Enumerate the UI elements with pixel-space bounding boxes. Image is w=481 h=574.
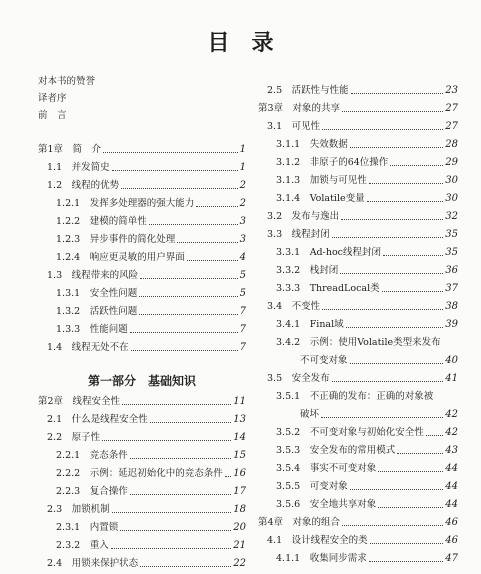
toc-entry-page: 42 bbox=[445, 427, 458, 438]
toc-entry-title: 不变性 bbox=[291, 301, 321, 312]
leader-dots bbox=[342, 111, 443, 112]
leader-dots bbox=[120, 530, 231, 531]
leader-dots bbox=[367, 201, 444, 202]
toc-entry bbox=[38, 340, 246, 354]
part-title: 第一部分 基础知识 bbox=[87, 374, 196, 388]
toc-entry bbox=[38, 412, 246, 426]
toc-entry-title: 前 言 bbox=[38, 110, 67, 121]
toc-entry-page: 44 bbox=[445, 481, 458, 492]
toc-entry-page: 3 bbox=[239, 234, 246, 245]
leader-dots bbox=[332, 381, 444, 382]
leader-dots bbox=[196, 206, 237, 207]
toc-entry-page: 30 bbox=[445, 193, 458, 204]
toc-entry bbox=[258, 353, 458, 367]
toc-entry-title: 对象的组合 bbox=[292, 517, 341, 528]
toc-entry-number: 2.2 bbox=[47, 432, 72, 443]
toc-entry-page: 18 bbox=[233, 504, 246, 515]
toc-entry-title: 并发简史 bbox=[71, 162, 110, 173]
leader-dots bbox=[322, 129, 443, 130]
toc-entry-title: 示例：使用Volatile类型来发布 bbox=[309, 337, 441, 348]
toc-entry bbox=[258, 443, 458, 457]
toc-entry-title: 破坏 bbox=[300, 409, 320, 420]
toc-entry-number: 3.3.2 bbox=[276, 265, 310, 276]
toc-entry bbox=[38, 178, 246, 192]
leader-dots bbox=[131, 350, 238, 351]
toc-entry-page: 39 bbox=[445, 319, 458, 330]
toc-entry-number: 3.5.2 bbox=[276, 427, 310, 438]
toc-entry-title: 安全性问题 bbox=[89, 288, 138, 299]
toc-entry-page: 2 bbox=[239, 180, 246, 191]
toc-entry-page: 43 bbox=[445, 445, 458, 456]
toc-entry-number: 第4章 bbox=[258, 517, 293, 528]
toc-entry-number: 3.4.1 bbox=[276, 319, 310, 330]
toc-entry bbox=[258, 371, 458, 385]
leader-dots bbox=[332, 237, 444, 238]
toc-entry-number: 2.3.2 bbox=[56, 540, 90, 551]
toc-entry-page: 7 bbox=[239, 306, 246, 317]
toc-entry bbox=[258, 461, 458, 475]
leader-dots bbox=[346, 327, 444, 328]
toc-entry-page: 22 bbox=[233, 558, 246, 569]
toc-entry bbox=[38, 304, 246, 318]
leader-dots bbox=[350, 363, 444, 364]
toc-entry-page: 2 bbox=[239, 198, 246, 209]
toc-entry bbox=[38, 142, 246, 156]
toc-entry bbox=[38, 160, 246, 174]
toc-entry-page: 17 bbox=[233, 486, 246, 497]
leader-dots bbox=[341, 219, 443, 220]
toc-entry-title: 译者序 bbox=[38, 93, 67, 104]
leader-dots bbox=[130, 458, 232, 459]
toc-entry-number: 3.1.2 bbox=[276, 157, 310, 168]
leader-dots bbox=[102, 440, 231, 441]
toc-entry-title: 活跃性与性能 bbox=[291, 85, 349, 96]
leader-dots bbox=[351, 93, 444, 94]
toc-entry-number: 1.3.3 bbox=[56, 324, 90, 335]
leader-dots bbox=[342, 525, 443, 526]
leader-dots bbox=[111, 548, 232, 549]
toc-entry-page: 38 bbox=[445, 301, 458, 312]
leader-dots bbox=[112, 512, 232, 513]
toc-entry-number: 2.2.3 bbox=[56, 486, 90, 497]
toc-entry-number: 1.2.3 bbox=[56, 234, 90, 245]
leader-dots bbox=[121, 188, 238, 189]
toc-entry bbox=[258, 407, 458, 421]
leader-dots bbox=[378, 507, 443, 508]
toc-entry-page: 11 bbox=[233, 396, 246, 407]
toc-entry-number: 4.1.1 bbox=[276, 553, 310, 564]
toc-entry-page: 28 bbox=[445, 139, 458, 150]
leader-dots bbox=[187, 260, 238, 261]
toc-entry bbox=[258, 173, 458, 187]
toc-entry-page: 32 bbox=[445, 211, 458, 222]
toc-entry bbox=[258, 497, 458, 511]
toc-entry-title: Final域 bbox=[309, 319, 344, 330]
toc-entry-number: 3.5.1 bbox=[276, 391, 310, 402]
leader-dots bbox=[321, 417, 443, 418]
toc-entry-number: 1.3 bbox=[47, 270, 72, 281]
toc-entry bbox=[258, 299, 458, 313]
toc-entry bbox=[38, 520, 246, 534]
toc-entry bbox=[38, 286, 246, 300]
leader-dots bbox=[383, 255, 443, 256]
toc-entry-title: 不可变对象 bbox=[300, 355, 348, 366]
toc-entry-title: 线程带来的风险 bbox=[71, 270, 139, 281]
toc-entry-page: 35 bbox=[445, 247, 458, 258]
toc-entry bbox=[258, 263, 458, 277]
toc-entry-number: 3.1.3 bbox=[276, 175, 310, 186]
toc-entry-page: 1 bbox=[239, 162, 246, 173]
toc-entry-title: 线程安全性 bbox=[72, 396, 121, 407]
leader-dots bbox=[378, 471, 443, 472]
toc-entry-page: 4 bbox=[239, 252, 246, 263]
toc-entry-number: 3.2 bbox=[267, 211, 292, 222]
toc-entry bbox=[258, 245, 458, 259]
toc-entry-title: 收集同步需求 bbox=[309, 553, 367, 564]
toc-entry bbox=[258, 191, 458, 205]
toc-entry-title: 设计线程安全的类 bbox=[291, 535, 368, 546]
toc-entry-page: 29 bbox=[445, 157, 458, 168]
toc-entry bbox=[38, 448, 246, 462]
toc-entry-page: 27 bbox=[445, 121, 458, 132]
toc-entry-number: 3.1 bbox=[267, 121, 292, 132]
toc-entry-page: 21 bbox=[233, 540, 246, 551]
toc-entry bbox=[258, 479, 458, 493]
toc-entry-number: 3.3 bbox=[267, 229, 292, 240]
toc-entry-title: 对象的共享 bbox=[292, 103, 341, 114]
toc-entry-number: 3.5.4 bbox=[276, 463, 310, 474]
toc-entry-number: 1.4 bbox=[47, 342, 72, 353]
toc-entry-title: 线程封闭 bbox=[291, 229, 330, 240]
toc-entry-number: 1.2 bbox=[47, 180, 72, 191]
toc-entry-title: 重入 bbox=[89, 540, 109, 551]
toc-entry bbox=[258, 551, 458, 565]
toc-entry-number: 2.2.1 bbox=[56, 450, 90, 461]
toc-entry bbox=[258, 389, 458, 403]
toc-entry-title: 活跃性问题 bbox=[89, 306, 138, 317]
toc-entry bbox=[38, 91, 246, 105]
toc-entry-number: 3.1.1 bbox=[276, 139, 310, 150]
toc-entry bbox=[38, 556, 246, 570]
toc-entry-title: Volatile变量 bbox=[309, 193, 365, 204]
toc-entry-title: 简 介 bbox=[72, 144, 102, 155]
leader-dots bbox=[397, 453, 443, 454]
toc-entry-title: 异步事件的简化处理 bbox=[89, 234, 176, 245]
toc-entry-title: 内置锁 bbox=[89, 522, 119, 533]
toc-entry-number: 2.2.2 bbox=[56, 468, 90, 479]
toc-entry-number: 3.5 bbox=[267, 373, 292, 384]
leader-dots bbox=[426, 435, 444, 436]
toc-entry-title: 加锁与可见性 bbox=[309, 175, 367, 186]
leader-dots bbox=[112, 170, 238, 171]
toc-entry-page: 40 bbox=[445, 355, 458, 366]
toc-entry bbox=[38, 74, 246, 88]
toc-entry-number: 2.3 bbox=[47, 504, 72, 515]
leader-dots bbox=[340, 273, 443, 274]
toc-entry-number: 第2章 bbox=[38, 396, 73, 407]
toc-entry-title: 响应更灵敏的用户界面 bbox=[89, 252, 185, 263]
toc-entry bbox=[38, 322, 246, 336]
toc-entry-title: 可变对象 bbox=[309, 481, 348, 492]
toc-entry-page: 27 bbox=[445, 103, 458, 114]
toc-entry-page: 37 bbox=[445, 283, 458, 294]
leader-dots bbox=[140, 278, 238, 279]
leader-dots bbox=[139, 314, 237, 315]
toc-entry-title: 对本书的赞誉 bbox=[38, 76, 96, 87]
leader-dots bbox=[390, 165, 443, 166]
toc-entry-page: 16 bbox=[233, 468, 246, 479]
toc-entry-page: 35 bbox=[445, 229, 458, 240]
toc-entry bbox=[258, 533, 458, 547]
toc-entry-page: 20 bbox=[233, 522, 246, 533]
leader-dots bbox=[322, 309, 443, 310]
toc-entry-title: Ad-hoc线程封闭 bbox=[309, 247, 381, 258]
toc-entry bbox=[38, 538, 246, 552]
toc-entry-number: 1.1 bbox=[47, 162, 72, 173]
toc-entry bbox=[38, 196, 246, 210]
toc-entry-number: 第3章 bbox=[258, 103, 293, 114]
toc-entry-page: 13 bbox=[233, 414, 246, 425]
toc-entry-title: 发布与逸出 bbox=[291, 211, 340, 222]
toc-entry-page: 46 bbox=[445, 517, 458, 528]
leader-dots bbox=[122, 404, 231, 405]
toc-entry-title: 事实不可变对象 bbox=[309, 463, 377, 474]
toc-entry bbox=[258, 209, 458, 223]
leader-dots bbox=[130, 494, 232, 495]
leader-dots bbox=[350, 489, 444, 490]
toc-entry-page: 15 bbox=[233, 450, 246, 461]
toc-entry bbox=[38, 214, 246, 228]
toc-entry-title: ThreadLocal类 bbox=[309, 283, 380, 294]
toc-entry-page: 42 bbox=[445, 409, 458, 420]
toc-entry-number: 3.4.2 bbox=[276, 337, 310, 348]
toc-entry-title: 加锁机制 bbox=[71, 504, 110, 515]
toc-entry bbox=[38, 502, 246, 516]
toc-entry-number: 2.1 bbox=[47, 414, 72, 425]
toc-entry-number: 1.3.1 bbox=[56, 288, 90, 299]
toc-entry-title: 竞态条件 bbox=[89, 450, 128, 461]
toc-entry-number: 1.2.2 bbox=[56, 216, 90, 227]
leader-dots bbox=[369, 183, 444, 184]
toc-entry-title: 性能问题 bbox=[89, 324, 128, 335]
toc-entry-title: 线程无处不在 bbox=[71, 342, 129, 353]
toc-entry-number: 3.5.5 bbox=[276, 481, 310, 492]
toc-entry-number: 3.3.3 bbox=[276, 283, 310, 294]
toc-entry-title: 栈封闭 bbox=[309, 265, 339, 276]
leader-dots bbox=[149, 224, 238, 225]
toc-entry-number: 3.4 bbox=[267, 301, 292, 312]
toc-entry-title: 示例：延迟初始化中的竞态条件 bbox=[89, 468, 223, 479]
leader-dots bbox=[370, 543, 444, 544]
toc-entry-number: 3.5.6 bbox=[276, 499, 310, 510]
toc-entry-number: 3.3.1 bbox=[276, 247, 310, 258]
leader-dots bbox=[140, 566, 231, 567]
toc-entry bbox=[38, 250, 246, 264]
leader-dots bbox=[103, 152, 238, 153]
toc-entry-number: 2.4 bbox=[47, 558, 72, 569]
toc-entry bbox=[38, 430, 246, 444]
leader-dots bbox=[130, 332, 238, 333]
toc-entry-title: 不正确的发布：正确的对象被 bbox=[309, 391, 434, 402]
toc-entry bbox=[258, 281, 458, 295]
toc-entry-page: 30 bbox=[445, 175, 458, 186]
toc-entry-title: 建模的简单性 bbox=[89, 216, 147, 227]
leader-dots bbox=[350, 147, 444, 148]
toc-entry-number: 3.5.3 bbox=[276, 445, 310, 456]
toc-entry bbox=[258, 119, 458, 133]
toc-entry bbox=[258, 227, 458, 241]
toc-entry-page: 5 bbox=[239, 288, 246, 299]
toc-entry bbox=[38, 394, 246, 408]
toc-entry-page: 47 bbox=[445, 553, 458, 564]
toc-entry bbox=[258, 101, 458, 115]
toc-entry-number: 1.2.4 bbox=[56, 252, 90, 263]
toc-entry-page: 7 bbox=[239, 324, 246, 335]
toc-entry-number: 1.2.1 bbox=[56, 198, 90, 209]
toc-entry bbox=[258, 425, 458, 439]
toc-entry-title: 安全地共享对象 bbox=[309, 499, 377, 510]
toc-entry-title: 发挥多处理器的强大能力 bbox=[89, 198, 195, 209]
toc-entry-page: 44 bbox=[445, 463, 458, 474]
toc-entry-page: 3 bbox=[239, 216, 246, 227]
toc-entry-title: 什么是线程安全性 bbox=[71, 414, 148, 425]
toc-entry-page: 41 bbox=[445, 373, 458, 384]
toc-entry-title: 安全发布 bbox=[291, 373, 330, 384]
toc-entry-page: 7 bbox=[239, 342, 246, 353]
leader-dots bbox=[369, 561, 444, 562]
toc-entry-page: 5 bbox=[239, 270, 246, 281]
toc-entry bbox=[258, 155, 458, 169]
toc-entry bbox=[258, 335, 458, 349]
toc-entry-number: 3.1.4 bbox=[276, 193, 310, 204]
toc-entry bbox=[38, 232, 246, 246]
toc-entry-page: 23 bbox=[445, 85, 458, 96]
toc-entry-page: 36 bbox=[445, 265, 458, 276]
leader-dots bbox=[177, 242, 237, 243]
toc-entry bbox=[38, 484, 246, 498]
toc-entry-number: 2.3.1 bbox=[56, 522, 90, 533]
toc-entry bbox=[38, 268, 246, 282]
leader-dots bbox=[139, 296, 237, 297]
toc-entry bbox=[38, 466, 246, 480]
leader-dots bbox=[150, 422, 232, 423]
toc-entry-title: 非原子的64位操作 bbox=[309, 157, 389, 168]
toc-entry bbox=[258, 83, 458, 97]
toc-entry-title: 线程的优势 bbox=[71, 180, 120, 191]
toc-entry-number: 2.5 bbox=[267, 85, 292, 96]
toc-title: 目 录 bbox=[207, 31, 274, 56]
toc-entry-page: 46 bbox=[445, 535, 458, 546]
toc-entry-title: 失效数据 bbox=[309, 139, 348, 150]
toc-entry-page: 44 bbox=[445, 499, 458, 510]
toc-entry-title: 不可变对象与初始化安全性 bbox=[309, 427, 424, 438]
toc-entry-title: 复合操作 bbox=[89, 486, 128, 497]
leader-dots bbox=[382, 291, 444, 292]
toc-entry-page: 1 bbox=[239, 144, 246, 155]
toc-entry bbox=[258, 317, 458, 331]
toc-entry bbox=[258, 137, 458, 151]
toc-entry-number: 1.3.2 bbox=[56, 306, 90, 317]
leader-dots bbox=[225, 476, 232, 477]
toc-entry-title: 安全发布的常用模式 bbox=[309, 445, 396, 456]
toc-entry-title: 原子性 bbox=[71, 432, 101, 443]
toc-entry-title: 用锁来保护状态 bbox=[71, 558, 139, 569]
toc-entry bbox=[38, 108, 246, 122]
toc-entry-title: 可见性 bbox=[291, 121, 321, 132]
toc-entry-page: 14 bbox=[233, 432, 246, 443]
toc-entry bbox=[258, 515, 458, 529]
toc-entry-number: 4.1 bbox=[267, 535, 292, 546]
toc-entry-number: 第1章 bbox=[38, 144, 73, 155]
